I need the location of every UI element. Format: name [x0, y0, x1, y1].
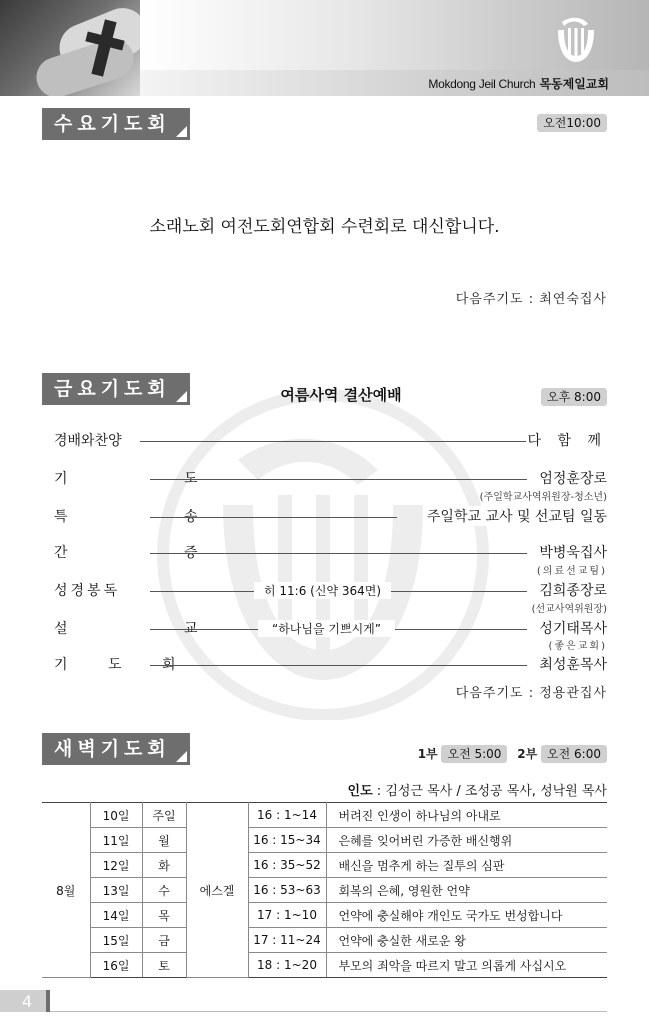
title-cell: 언약에 충실한 새로운 왕	[326, 928, 607, 953]
dawn-heading	[42, 733, 190, 765]
title-cell: 회복의 은혜, 영원한 언약	[326, 878, 607, 903]
table-row	[42, 828, 607, 853]
leader-line	[150, 479, 527, 480]
dawn-times	[418, 745, 607, 763]
day-cell: 화	[142, 853, 186, 878]
order-sub: (좋은교회)	[548, 641, 607, 652]
dawn-leaders	[348, 780, 607, 799]
header-photo	[0, 0, 140, 96]
order-row	[54, 468, 607, 490]
friday-time: 오후 8:00	[541, 388, 607, 406]
table-row	[42, 853, 607, 878]
table-row	[42, 903, 607, 928]
leader-line	[150, 665, 527, 666]
table-row	[42, 928, 607, 953]
leader-line	[140, 441, 527, 442]
church-name-kr: 목동제일교회	[539, 77, 609, 91]
title-cell: 언약에 충실해야 개인도 국가도 번성합니다	[326, 903, 607, 928]
order-value: 박병욱집사	[537, 542, 607, 562]
order-label: 설 교	[54, 621, 254, 637]
day-cell: 월	[142, 828, 186, 853]
dawn-part2-time: 오전 6:00	[541, 745, 607, 763]
friday-heading-text: 금요기도회	[54, 378, 171, 400]
date-cell: 12일	[90, 853, 142, 878]
lyre-dove-logo-icon	[548, 14, 604, 68]
date-cell: 14일	[90, 903, 142, 928]
friday-heading	[42, 373, 190, 405]
date-cell: 15일	[90, 928, 142, 953]
leader-line	[150, 553, 527, 554]
day-cell: 주일	[142, 803, 186, 828]
corner-triangle-icon	[176, 751, 187, 762]
wednesday-heading	[42, 108, 190, 140]
church-name-en: Mokdong Jeil Church	[428, 77, 536, 91]
church-name	[428, 75, 609, 92]
ref-cell: 16 : 35~52	[248, 853, 326, 878]
corner-triangle-icon	[176, 391, 187, 402]
order-row	[54, 580, 607, 602]
wednesday-time: 오전10:00	[537, 114, 607, 132]
friday-service-title: 여름사역 결산예배	[280, 386, 402, 404]
date-cell: 10일	[90, 803, 142, 828]
footer-divider	[50, 1011, 607, 1012]
wednesday-next-prayer: 다음주기도 : 최연숙집사	[455, 292, 607, 307]
order-label: 간 증	[54, 545, 254, 561]
order-middle: 히 11:6 (신약 364면)	[254, 582, 391, 599]
order-label: 기 도 회	[54, 657, 194, 673]
dawn-schedule-table	[42, 802, 607, 978]
order-sub: (주일학교사역위원장-청소년)	[479, 492, 607, 503]
date-cell: 16일	[90, 953, 142, 978]
dawn-part1-label: 1부	[417, 747, 438, 761]
page-number: 4	[22, 992, 33, 1011]
order-value: 주일학교 교사 및 선교팀 일동	[425, 506, 607, 526]
day-cell: 목	[142, 903, 186, 928]
day-cell: 수	[142, 878, 186, 903]
order-sub: (선교사역위원장)	[531, 604, 607, 615]
title-cell: 은혜를 잊어버린 가증한 배신행위	[326, 828, 607, 853]
order-label: 성경봉독	[54, 583, 121, 599]
ref-cell: 16 : 1~14	[248, 803, 326, 828]
table-row	[42, 803, 607, 828]
title-cell: 버려진 인생이 하나님의 아내로	[326, 803, 607, 828]
dawn-leader-names: : 김성근 목사 / 조성공 목사, 성낙원 목사	[372, 784, 607, 799]
order-value: 성기태목사	[537, 618, 607, 638]
dawn-part2-label: 2부	[517, 747, 538, 761]
day-cell: 토	[142, 953, 186, 978]
order-sub: (의료선교팀)	[536, 566, 607, 577]
wednesday-message: 소래노회 여전도회연합회 수련회로 대신합니다.	[149, 217, 500, 237]
order-row	[54, 542, 607, 564]
ref-cell: 17 : 1~10	[248, 903, 326, 928]
title-cell: 부모의 죄악을 따르지 말고 의롭게 사십시오	[326, 953, 607, 978]
title-cell: 배신을 멈추게 하는 질투의 심판	[326, 853, 607, 878]
day-cell: 금	[142, 928, 186, 953]
date-cell: 13일	[90, 878, 142, 903]
order-row	[54, 506, 607, 528]
order-row	[54, 618, 607, 640]
ref-cell: 16 : 15~34	[248, 828, 326, 853]
order-label: 경배와찬양	[54, 433, 122, 449]
corner-triangle-icon	[176, 126, 187, 137]
order-value: 다 함 께	[526, 430, 607, 450]
order-label: 특 송	[54, 509, 254, 525]
order-middle: “하나님을 기쁘시게”	[258, 620, 395, 637]
order-label: 기 도	[54, 471, 254, 487]
ref-cell: 16 : 53~63	[248, 878, 326, 903]
order-row	[54, 430, 607, 452]
ref-cell: 18 : 1~20	[248, 953, 326, 978]
table-row	[42, 878, 607, 903]
order-row	[54, 654, 607, 676]
friday-next-prayer: 다음주기도 : 정용관집사	[455, 686, 607, 701]
dawn-leader-label: 인도	[347, 784, 373, 799]
order-value: 김희종장로	[537, 580, 607, 600]
leader-line	[150, 517, 397, 518]
ref-cell: 17 : 11~24	[248, 928, 326, 953]
month-cell: 8월	[42, 803, 90, 978]
order-value: 최성훈목사	[537, 654, 607, 674]
table-row	[42, 953, 607, 978]
page-number-accent	[46, 990, 50, 1012]
dawn-heading-text: 새벽기도회	[54, 738, 171, 760]
book-cell: 에스겔	[186, 803, 248, 978]
order-value: 엄정훈장로	[537, 468, 607, 488]
dawn-part1-time: 오전 5:00	[441, 745, 507, 763]
date-cell: 11일	[90, 828, 142, 853]
wednesday-heading-text: 수요기도회	[54, 113, 171, 135]
